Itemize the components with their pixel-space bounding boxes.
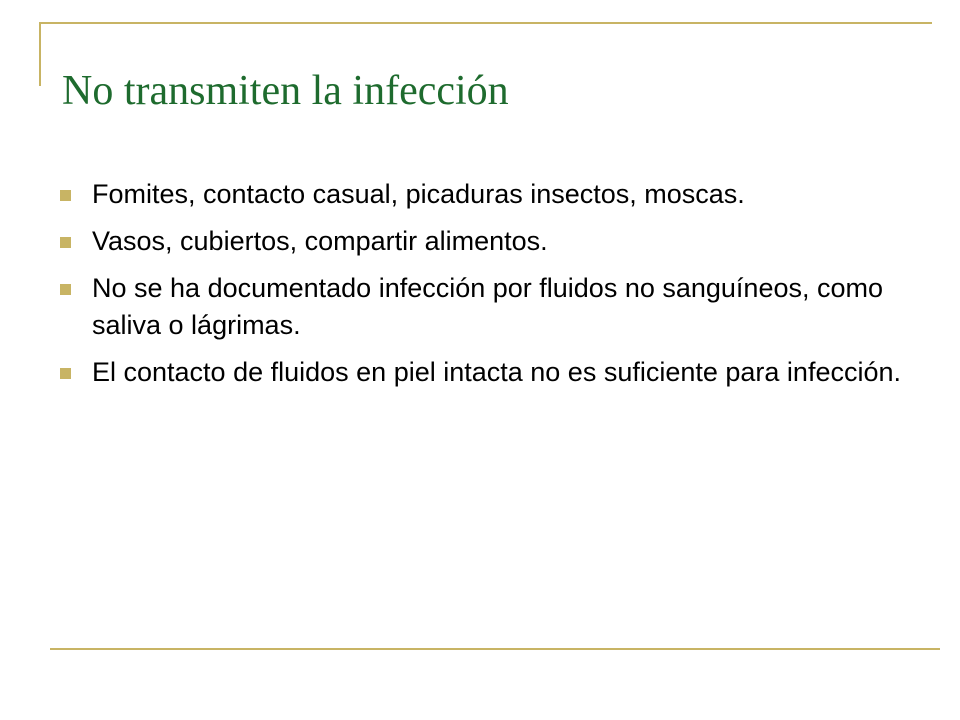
square-bullet-icon <box>60 237 71 248</box>
left-rule <box>39 22 41 86</box>
bullet-item <box>60 223 910 260</box>
top-rule <box>40 22 932 24</box>
bottom-rule <box>50 648 940 650</box>
square-bullet-icon <box>60 368 71 379</box>
bullet-text: Fomites, contacto casual, picaduras insectos, moscas. <box>92 179 745 209</box>
slide-title: No transmiten la infección <box>62 68 509 114</box>
bullet-list <box>60 176 910 401</box>
square-bullet-icon <box>60 284 71 295</box>
bullet-text: Vasos, cubiertos, compartir alimentos. <box>92 226 548 256</box>
bullet-text: El contacto de fluidos en piel intacta no es suficiente para infección. <box>92 357 901 387</box>
square-bullet-icon <box>60 190 71 201</box>
bullet-text: No se ha documentado infección por fluidos no sanguíneos, como saliva o lágrimas. <box>92 273 884 340</box>
bullet-item <box>60 354 910 391</box>
bullet-item <box>60 270 910 344</box>
bullet-item <box>60 176 910 213</box>
